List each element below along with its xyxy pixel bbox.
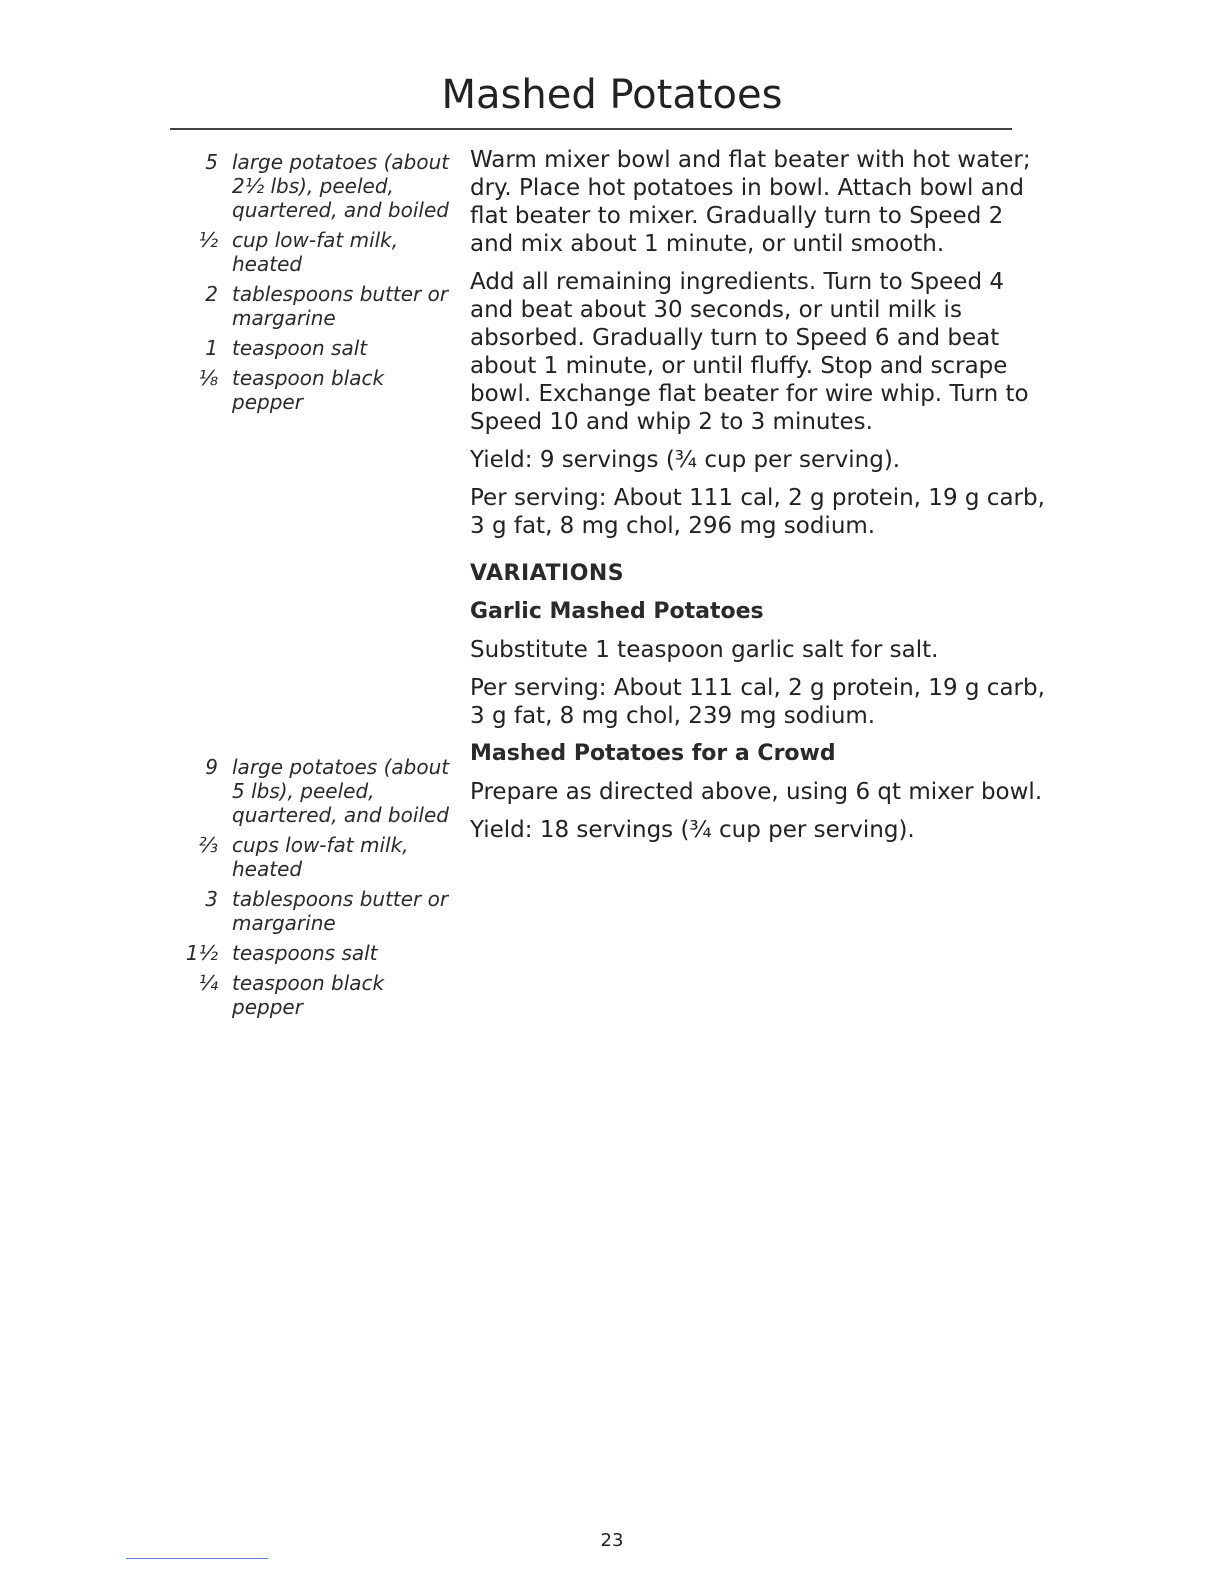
ingredient-description: large potatoes (about 5 lbs), peeled, quartered, and boiled: [232, 755, 450, 827]
ingredient-quantity: 1½: [185, 941, 218, 965]
ingredient-quantity: ¼: [198, 971, 218, 995]
ingredient-description: teaspoons salt: [232, 941, 378, 965]
title-divider: [170, 128, 1012, 130]
yield-text: Yield: 18 servings (¾ cup per serving).: [470, 817, 915, 843]
page-title: Mashed Potatoes: [441, 72, 783, 118]
nutrition-text: Per serving: About 111 cal, 2 g protein, 19 g carb, 3 g fat, 8 mg chol, 239 mg sodium.: [470, 675, 1045, 729]
ingredient-quantity: 1: [205, 336, 218, 360]
yield-text: Yield: 9 servings (¾ cup per serving).: [470, 447, 901, 473]
direction-step: Warm mixer bowl and flat beater with hot water; dry. Place hot potatoes in bowl. Attach bowl and flat beater to mixer. Gradually turn to Speed 2 and mix about 1 minute, or until smooth.: [470, 147, 1031, 257]
ingredient-description: teaspoon salt: [232, 336, 368, 360]
ingredient-item: [180, 336, 460, 360]
ingredient-description: tablespoons butter or margarine: [232, 887, 449, 935]
variation-text: Substitute 1 teaspoon garlic salt for salt.: [470, 637, 939, 663]
ingredient-quantity: ⅔: [198, 833, 218, 857]
direction-step: Add all remaining ingredients. Turn to Speed 4 and beat about 30 seconds, or until milk is absorbed. Gradually turn to Speed 6 and beat about 1 minute, or until fluffy. Stop and scrape bowl. Exchange flat beater for wire whip. Turn to Speed 10 and whip 2 to 3 minutes.: [470, 269, 1029, 435]
ingredient-description: cups low-fat milk, heated: [232, 833, 409, 881]
ingredient-quantity: 9: [205, 755, 218, 779]
variation-title-garlic: Garlic Mashed Potatoes: [470, 599, 764, 624]
ingredient-item: [180, 887, 460, 935]
footer-rule: [126, 1558, 268, 1559]
page-number: 23: [600, 1530, 624, 1551]
directions-column: [470, 146, 1045, 854]
ingredient-description: teaspoon black pepper: [232, 971, 385, 1019]
ingredient-item: [180, 282, 460, 330]
ingredient-quantity: ½: [198, 228, 218, 252]
ingredient-item: [180, 941, 460, 965]
ingredient-quantity: 3: [205, 887, 218, 911]
ingredient-item: [180, 971, 460, 1019]
ingredient-description: cup low-fat milk, heated: [232, 228, 399, 276]
variation-text: Prepare as directed above, using 6 qt mixer bowl.: [470, 779, 1043, 805]
ingredient-quantity: 2: [205, 282, 218, 306]
ingredients-list-crowd: [180, 755, 460, 1025]
ingredient-quantity: 5: [205, 150, 218, 174]
ingredient-description: tablespoons butter or margarine: [232, 282, 449, 330]
nutrition-text: Per serving: About 111 cal, 2 g protein, 19 g carb, 3 g fat, 8 mg chol, 296 mg sodium.: [470, 485, 1045, 539]
ingredient-item: [180, 228, 460, 276]
variations-heading: VARIATIONS: [470, 561, 625, 586]
ingredient-item: [180, 366, 460, 414]
ingredient-item: [180, 150, 460, 222]
ingredient-item: [180, 755, 460, 827]
variation-title-crowd: Mashed Potatoes for a Crowd: [470, 741, 836, 766]
ingredient-quantity: ⅛: [198, 366, 218, 390]
ingredients-list-standard: [180, 150, 460, 420]
ingredient-description: large potatoes (about 2½ lbs), peeled, quartered, and boiled: [232, 150, 450, 222]
ingredient-description: teaspoon black pepper: [232, 366, 385, 414]
ingredient-item: [180, 833, 460, 881]
